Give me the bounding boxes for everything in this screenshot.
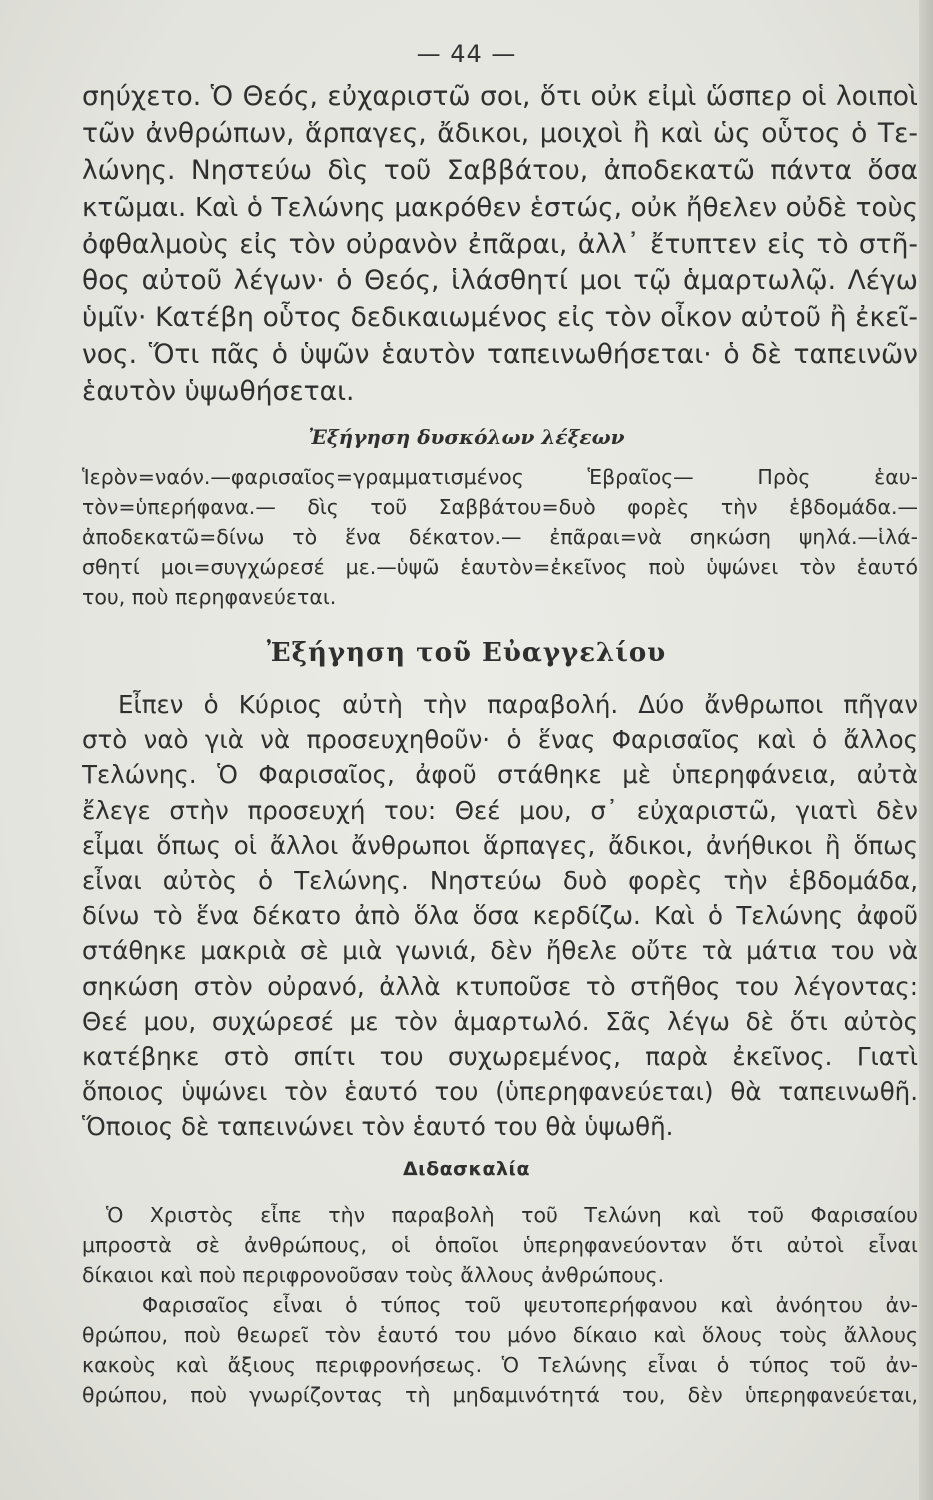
text-line: ὀφθαλμοὺς εἰς τὸν οὐρανὸν ἐπᾶραι, ἀλλ᾽ ἔτυπτεν εἰς τὸ στῆ- bbox=[82, 228, 918, 260]
text-line: νος. Ὅτι πᾶς ὁ ὑψῶν ἑαυτὸν ταπεινωθήσεται· ὁ δὲ ταπεινῶν bbox=[82, 339, 918, 371]
text-line: στὸ ναὸ γιὰ νὰ προσευχηθοῦν· ὁ ἕνας Φαρισαῖος καὶ ὁ ἄλλος bbox=[82, 725, 918, 755]
heading-gospel: Ἐξήγηση τοῦ Εὐαγγελίου bbox=[266, 638, 667, 668]
glossary-line: τὸν=ὑπερήφανα.— δὶς τοῦ Σαββάτου=δυὸ φορὲς τὴν ἑβδομάδα.— bbox=[82, 495, 918, 519]
heading-teaching: Διδασκαλία bbox=[402, 1158, 531, 1180]
text-line: δίκαιοι καὶ ποὺ περιφρονοῦσαν τοὺς ἄλλους ἀνθρώπους. bbox=[82, 1263, 665, 1287]
text-line: κακοὺς καὶ ἄξιους περιφρονήσεως. Ὁ Τελώνης εἶναι ὁ τύπος τοῦ ἀν- bbox=[82, 1353, 918, 1377]
text-line: θος αὐτοῦ λέγων· ὁ Θεός, ἱλάσθητί μοι τῷ ἁμαρτωλῷ. Λέγω bbox=[82, 265, 918, 297]
page-number: — 44 — bbox=[416, 40, 517, 68]
text-line: εἶμαι ὅπως οἱ ἄλλοι ἄνθρωποι ἅρπαγες, ἄδικοι, ἀνήθικοι ἢ ὅπως bbox=[82, 830, 918, 860]
glossary-line: ἀποδεκατῶ=δίνω τὸ ἕνα δέκατον.— ἐπᾶραι=νὰ σηκώση ψηλά.—ἱλά- bbox=[82, 525, 918, 549]
text-line: κτῶμαι. Καὶ ὁ Τελώνης μακρόθεν ἑστώς, οὐκ ἤθελεν οὐδὲ τοὺς bbox=[82, 192, 918, 223]
text-line: δίνω τὸ ἕνα δέκατο ἀπὸ ὅλα ὅσα κερδίζω. Καὶ ὁ Τελώνης ἀφοῦ bbox=[82, 901, 918, 931]
text-line: ὅποιος ὑψώνει τὸν ἑαυτό του (ὑπερηφανεύεται) θὰ ταπεινωθῆ. bbox=[82, 1077, 918, 1107]
heading-glossary: Ἐξήγηση δυσκόλων λέξεων bbox=[308, 425, 625, 449]
paragraph-3 bbox=[82, 1200, 918, 1410]
text-line: εἶναι αὐτὸς ὁ Τελώνης. Νηστεύω δυὸ φορὲς τὴν ἑβδομάδα, bbox=[82, 865, 918, 895]
page-edge bbox=[919, 0, 933, 1500]
text-line: Ὁ Χριστὸς εἶπε τὴν παραβολὴ τοῦ Τελώνη καὶ τοῦ Φαρισαίου bbox=[106, 1203, 918, 1227]
text-line: Τελώνης. Ὁ Φαρισαῖος, ἀφοῦ στάθηκε μὲ ὑπερηφάνεια, αὐτὰ bbox=[82, 760, 918, 790]
text-line: κατέβηκε στὸ σπίτι του συχωρεμένος, παρὰ ἐκεῖνος. Γιατὶ bbox=[82, 1041, 918, 1071]
glossary-line: Ἱερὸν=ναόν.—φαρισαῖος=γραμματισμένος Ἑβραῖος— Πρὸς ἑαυ- bbox=[82, 465, 918, 489]
paragraph-1 bbox=[82, 79, 918, 411]
glossary bbox=[82, 462, 918, 612]
glossary-line: σθητί μοι=συγχώρεσέ με.—ὑψῶ ἑαυτὸν=ἐκεῖνος ποὺ ὑψώνει τὸν ἑαυτό bbox=[82, 555, 918, 579]
text-line: ὑμῖν· Κατέβη οὗτος δεδικαιωμένος εἰς τὸν οἶκον αὐτοῦ ἢ ἐκεῖ- bbox=[82, 302, 918, 334]
text-line: μπροστὰ σὲ ἀνθρώπους, οἱ ὁποῖοι ὑπερηφανεύονταν ὅτι αὐτοὶ εἶναι bbox=[82, 1233, 918, 1257]
text-line: σηκώση στὸν οὐρανό, ἀλλὰ κτυποῦσε τὸ στῆθος του λέγοντας: bbox=[82, 971, 918, 1001]
paragraph-2 bbox=[82, 687, 918, 1144]
text-line: Θεέ μου, συχώρεσέ με τὸν ἁμαρτωλό. Σᾶς λέγω δὲ ὅτι αὐτὸς bbox=[82, 1006, 918, 1036]
text-line: ἔλεγε στὴν προσευχή του: Θεέ μου, σ᾽ εὐχαριστῶ, γιατὶ δὲν bbox=[82, 795, 918, 825]
text-line: σηύχετο. Ὁ Θεός, εὐχαριστῶ σοι, ὅτι οὐκ εἰμὶ ὥσπερ οἱ λοιποὶ bbox=[82, 81, 918, 112]
text-line: θρώπου, ποὺ γνωρίζοντας τὴ μηδαμινότητά του, δὲν ὑπερηφανεύεται, bbox=[82, 1383, 918, 1407]
text-line: Ὅποιος δὲ ταπεινώνει τὸν ἑαυτό του θὰ ὑψωθῆ. bbox=[82, 1112, 674, 1142]
glossary-line: του, ποὺ περηφανεύεται. bbox=[82, 585, 337, 609]
text-line: τῶν ἀνθρώπων, ἅρπαγες, ἄδικοι, μοιχοὶ ἢ καὶ ὡς οὗτος ὁ Τε- bbox=[82, 117, 918, 149]
text-line: Εἶπεν ὁ Κύριος αὐτὴ τὴν παραβολή. Δύο ἄνθρωποι πῆγαν bbox=[118, 690, 918, 719]
text-line: Φαρισαῖος εἶναι ὁ τύπος τοῦ ψευτοπερήφανου καὶ ἀνόητου ἀν- bbox=[142, 1293, 918, 1317]
text-line: θρώπου, ποὺ θεωρεῖ τὸν ἑαυτό του μόνο δίκαιο καὶ ὅλους τοὺς ἄλλους bbox=[82, 1323, 918, 1347]
text-line: στάθηκε μακριὰ σὲ μιὰ γωνιά, δὲν ἤθελε οὔτε τὰ μάτια του νὰ bbox=[82, 936, 918, 966]
text-line: ἑαυτὸν ὑψωθήσεται. bbox=[82, 376, 355, 408]
text-line: λώνης. Νηστεύω δὶς τοῦ Σαββάτου, ἀποδεκατῶ πάντα ὅσα bbox=[82, 154, 918, 186]
